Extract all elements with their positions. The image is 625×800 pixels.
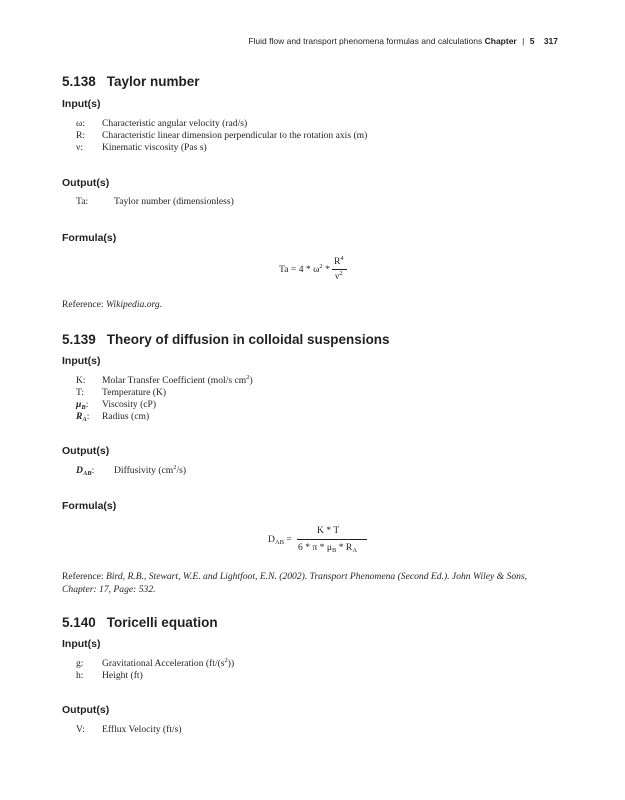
formula-heading: Formula(s) [62,232,117,244]
input-symbol: R: [76,130,86,141]
chapter-number: 5 [529,36,535,46]
output-definition [76,196,234,207]
formula-term: Ta [279,264,289,275]
section-number: 5.140 [62,615,96,630]
input-definition [76,399,156,410]
section-title-toricelli [62,615,218,630]
input-symbol: μ [76,399,82,410]
input-symbol-subscript: B [81,404,86,411]
fraction-bar [297,539,367,540]
input-heading: Input(s) [62,638,101,650]
input-definition [76,142,207,153]
unit-exponent: 2 [246,374,250,381]
formula-subscript: B [331,547,337,554]
input-description: Kinematic viscosity (Pas s) [102,142,207,153]
formula-heading: Formula(s) [62,500,117,512]
unit-exponent: 2 [224,657,228,664]
section-title-taylor [62,74,200,89]
formula-equals: = [290,264,297,275]
section-number: 5.139 [62,332,96,347]
formula-term: 6 * π * μ [298,542,332,553]
input-description: Viscosity (cP) [102,399,157,410]
formula-subscript: A [352,547,358,554]
reference-text: Wikipedia.org. [105,299,163,310]
output-definition [76,465,186,476]
input-heading: Input(s) [62,355,101,367]
input-symbol: g: [76,658,84,669]
reference [62,298,562,311]
output-symbol: D [76,465,83,476]
output-definition [76,724,182,735]
reference-label: Reference: [62,571,104,582]
diffusivity-formula-denominator [298,542,357,553]
section-title-text: Theory of diffusion in colloidal suspensions [106,332,390,347]
page-number: 317 [543,36,558,46]
input-symbol: ω: [76,118,85,129]
formula-subscript: AB [274,539,284,546]
running-title: Fluid flow and transport phenomena formulas and calculations [248,36,483,46]
input-symbol: T: [76,387,85,398]
section-title-text: Toricelli equation [106,615,218,630]
reference-text: Bird, R.B., Stewart, W.E. and Lightfoot, E.N. (2002). Transport Phenomena (Second Ed.). John Wiley & Sons, Chapter: 17, Page: 532. [62,571,528,595]
formula-exponent: 2 [339,270,343,277]
formula-exponent: 2 [319,263,323,270]
formula-term: K * T [317,525,340,536]
taylor-formula-numerator [334,256,344,267]
output-heading: Output(s) [62,445,110,457]
formula-operator: * [325,264,330,275]
output-symbol: V: [76,724,85,735]
output-symbol: Ta: [76,196,89,207]
formula-term: D [268,534,275,545]
input-symbol: K: [76,375,86,386]
formula-term: R [334,256,341,267]
output-description: Taylor number (dimensionless) [114,196,234,207]
running-head [0,36,558,46]
section-number: 5.138 [62,74,96,89]
output-description: Efflux Velocity (ft/s) [102,724,182,735]
taylor-formula-lhs [279,264,330,275]
unit-exponent: 2 [173,464,177,471]
output-heading: Output(s) [62,704,110,716]
formula-term: * R [336,542,353,553]
formula-exponent: 4 [340,255,344,262]
output-symbol-subscript: AB [82,470,92,477]
section-title-text: Taylor number [106,74,200,89]
diffusivity-formula-numerator [317,525,339,536]
input-definition [76,670,143,681]
input-heading: Input(s) [62,98,101,110]
input-definition [76,118,247,129]
formula-term: 4 * ω [298,264,320,275]
input-symbol: ν: [76,142,84,153]
input-definition [76,375,253,386]
input-description: Radius (cm) [102,411,150,422]
input-symbol: R [76,411,83,422]
input-definition [76,387,166,398]
output-description-tail: /s) [176,465,187,476]
output-description: Diffusivity (cm [114,465,174,476]
taylor-formula-denominator [335,271,343,282]
section-title-colloidal-diffusion [62,332,390,347]
input-symbol: h: [76,670,84,681]
input-description: Characteristic angular velocity (rad/s) [102,118,248,129]
input-symbol-colon: : [85,399,89,410]
input-definition [76,411,149,422]
input-description: Molar Transfer Coefficient (mol/s cm [102,375,247,386]
input-description: Height (ft) [102,670,143,681]
input-description: Temperature (K) [102,387,167,398]
formula-equals: = [286,534,292,545]
input-description: Gravitational Acceleration (ft/(s [102,658,225,669]
diffusivity-formula-lhs [268,534,292,545]
input-definition [76,658,234,669]
reference [62,570,562,596]
input-symbol-colon: : [86,411,90,422]
input-definition [76,130,367,141]
output-symbol-colon: : [91,465,95,476]
input-description: Characteristic linear dimension perpendicular to the rotation axis (m) [102,130,368,141]
chapter-label: Chapter [484,36,517,46]
formula-term: ν [335,271,340,282]
reference-label: Reference: [62,299,104,310]
input-symbol-subscript: A [82,416,87,423]
header-separator: | [522,36,525,46]
input-description-tail: )) [227,658,235,669]
input-description-tail: ) [249,375,253,386]
output-heading: Output(s) [62,177,110,189]
